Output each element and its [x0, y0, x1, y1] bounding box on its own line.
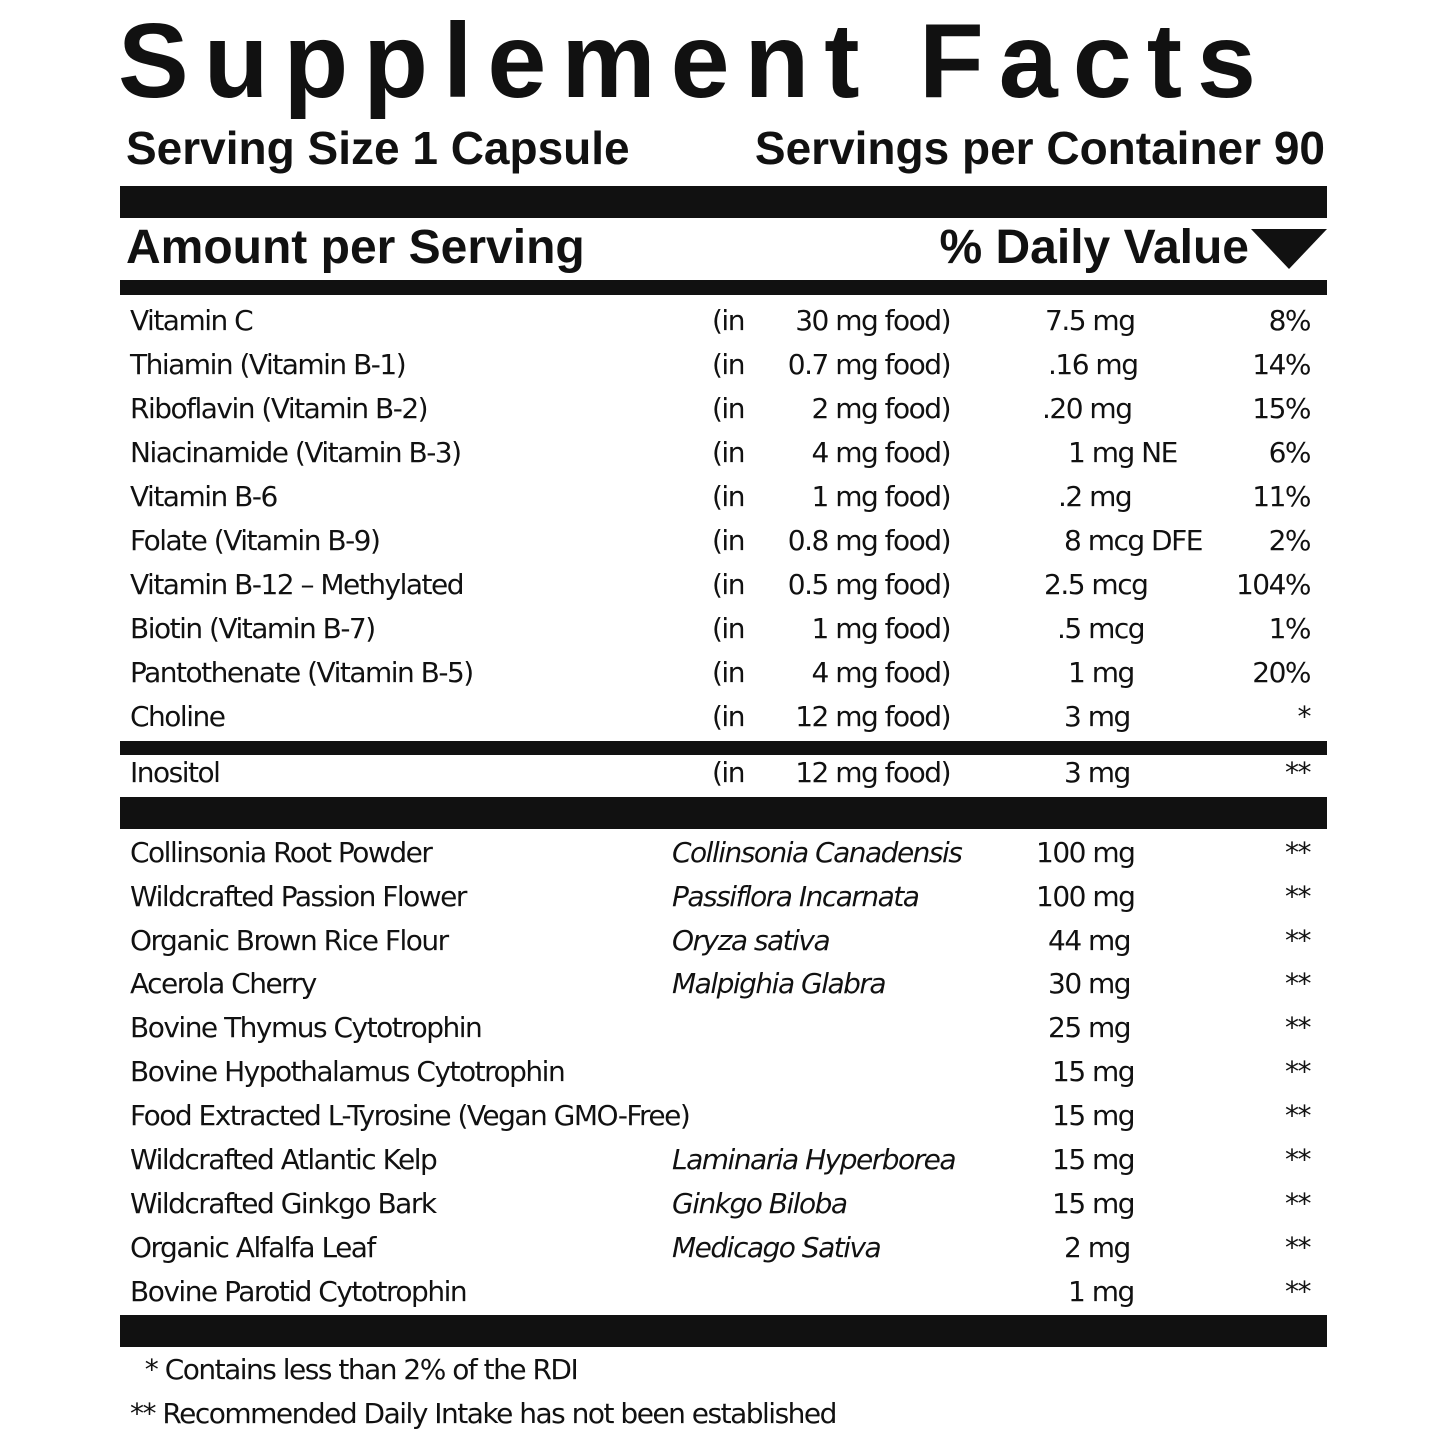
in-label: (in: [712, 348, 744, 381]
daily-value: **: [1285, 1099, 1310, 1132]
nutrient-name: Thiamin (Vitamin B-1): [130, 348, 406, 381]
food-amount: 12 mg food): [795, 756, 950, 789]
inositol-row: [0, 751, 1445, 795]
daily-value: **: [1285, 880, 1310, 913]
in-label: (in: [712, 304, 744, 337]
amount: .16 mg: [1048, 348, 1138, 381]
ingredient-name: Wildcrafted Atlantic Kelp: [130, 1143, 437, 1176]
in-label: (in: [712, 524, 744, 557]
amount: 100 mg: [1036, 880, 1135, 913]
daily-value: **: [1285, 1011, 1310, 1044]
ingredient-name: Organic Brown Rice Flour: [130, 924, 448, 957]
ingredient-name: Bovine Thymus Cytotrophin: [130, 1011, 482, 1044]
daily-value: **: [1285, 1143, 1310, 1176]
daily-value: **: [1285, 1231, 1310, 1264]
vitamin-row: [0, 299, 1445, 343]
amount: 15 mg: [1052, 1099, 1135, 1132]
in-label: (in: [712, 656, 744, 689]
in-label: (in: [712, 436, 744, 469]
ingredient-row: [0, 1006, 1445, 1050]
amount: 25 mg: [1048, 1011, 1131, 1044]
amount: 1 mg: [1068, 656, 1134, 689]
daily-value: *: [1297, 700, 1310, 733]
amount: 3 mg: [1064, 700, 1130, 733]
amount: 15 mg: [1052, 1187, 1135, 1220]
ingredient-name: Food Extracted L-Tyrosine (Vegan GMO-Free): [130, 1099, 690, 1132]
daily-value: **: [1285, 756, 1310, 789]
daily-value: **: [1285, 836, 1310, 869]
vitamin-row: [0, 519, 1445, 563]
serving-size: Serving Size 1 Capsule: [126, 122, 630, 174]
food-amount: 30 mg food): [795, 304, 950, 337]
latin-name: Passiflora Incarnata: [672, 880, 919, 913]
food-amount: 0.8 mg food): [787, 524, 950, 557]
daily-value: 20%: [1252, 656, 1310, 689]
ingredient-row: [0, 831, 1445, 875]
vitamin-row: [0, 651, 1445, 695]
nutrient-name: Riboflavin (Vitamin B-2): [130, 392, 428, 425]
divider-bar-inositol: [120, 797, 1327, 829]
nutrient-name: Pantothenate (Vitamin B-5): [130, 656, 473, 689]
daily-value: **: [1285, 1187, 1310, 1220]
latin-name: Laminaria Hyperborea: [672, 1143, 956, 1176]
food-amount: 0.7 mg food): [787, 348, 950, 381]
food-amount: 4 mg food): [811, 436, 950, 469]
food-amount: 12 mg food): [795, 700, 950, 733]
vitamin-row: [0, 695, 1445, 739]
ingredient-row: [0, 962, 1445, 1006]
vitamin-row: [0, 387, 1445, 431]
daily-value-label: % Daily Value: [939, 221, 1249, 274]
daily-value: 1%: [1268, 612, 1310, 645]
ingredient-name: Collinsonia Root Powder: [130, 836, 432, 869]
daily-value-header: [940, 220, 1328, 276]
food-amount: 2 mg food): [811, 392, 950, 425]
triangle-down-icon: [1251, 229, 1327, 269]
vitamin-row: [0, 563, 1445, 607]
daily-value: 14%: [1252, 348, 1310, 381]
latin-name: Medicago Sativa: [672, 1231, 881, 1264]
food-amount: 1 mg food): [811, 612, 950, 645]
amount: 15 mg: [1052, 1055, 1135, 1088]
amount: .5 mcg: [1057, 612, 1145, 645]
amount: 2.5 mcg: [1044, 568, 1148, 601]
ingredient-name: Bovine Parotid Cytotrophin: [130, 1275, 467, 1308]
in-label: (in: [712, 756, 744, 789]
nutrient-name: Vitamin B-12 – Methylated: [130, 568, 463, 601]
ingredient-name: Organic Alfalfa Leaf: [130, 1231, 375, 1264]
latin-name: Malpighia Glabra: [672, 967, 886, 1000]
food-amount: 1 mg food): [811, 480, 950, 513]
nutrient-name: Folate (Vitamin B-9): [130, 524, 380, 557]
daily-value: 6%: [1268, 436, 1310, 469]
daily-value: **: [1285, 967, 1310, 1000]
divider-bar-header: [120, 280, 1327, 295]
ingredient-row: [0, 1138, 1445, 1182]
daily-value: 15%: [1252, 392, 1310, 425]
amount-per-serving-header: Amount per Serving: [126, 221, 585, 274]
vitamin-row: [0, 475, 1445, 519]
ingredient-row: [0, 1094, 1445, 1138]
nutrient-name: Choline: [130, 700, 225, 733]
latin-name: Ginkgo Biloba: [672, 1187, 847, 1220]
amount: 30 mg: [1048, 967, 1131, 1000]
latin-name: Collinsonia Canadensis: [672, 836, 962, 869]
footnote-less-than-rdi: * Contains less than 2% of the RDI: [130, 1353, 578, 1386]
food-amount: 4 mg food): [811, 656, 950, 689]
daily-value: 2%: [1268, 524, 1310, 557]
amount: 15 mg: [1052, 1143, 1135, 1176]
amount: 2 mg: [1064, 1231, 1130, 1264]
in-label: (in: [712, 480, 744, 513]
amount: 100 mg: [1036, 836, 1135, 869]
divider-bar-bottom: [120, 1315, 1327, 1347]
amount: 44 mg: [1048, 924, 1131, 957]
divider-bar-top: [120, 186, 1327, 218]
amount: .2 mg: [1058, 480, 1132, 513]
nutrient-name: Vitamin C: [130, 304, 253, 337]
daily-value: **: [1285, 924, 1310, 957]
vitamin-row: [0, 343, 1445, 387]
vitamin-row: [0, 607, 1445, 651]
in-label: (in: [712, 700, 744, 733]
daily-value: 104%: [1235, 568, 1310, 601]
in-label: (in: [712, 612, 744, 645]
amount: 1 mg NE: [1068, 436, 1177, 469]
daily-value: **: [1285, 1055, 1310, 1088]
ingredient-name: Acerola Cherry: [130, 967, 316, 1000]
nutrient-name: Biotin (Vitamin B-7): [130, 612, 375, 645]
nutrient-name: Vitamin B-6: [130, 480, 277, 513]
latin-name: Oryza sativa: [672, 924, 830, 957]
footnote-no-rdi: ** Recommended Daily Intake has not been established: [130, 1397, 836, 1430]
daily-value: 11%: [1252, 480, 1310, 513]
ingredient-name: Wildcrafted Passion Flower: [130, 880, 466, 913]
amount: 8 mcg DFE: [1064, 524, 1202, 557]
amount: 7.5 mg: [1045, 304, 1135, 337]
nutrient-name: Inositol: [130, 756, 220, 789]
food-amount: 0.5 mg food): [787, 568, 950, 601]
in-label: (in: [712, 568, 744, 601]
amount: 1 mg: [1068, 1275, 1134, 1308]
amount: .20 mg: [1042, 392, 1132, 425]
in-label: (in: [712, 392, 744, 425]
ingredient-row: [0, 1270, 1445, 1314]
vitamin-row: [0, 431, 1445, 475]
supplement-facts-title: Supplement Facts: [118, 2, 1271, 120]
ingredient-row: [0, 919, 1445, 963]
amount: 3 mg: [1064, 756, 1130, 789]
nutrient-name: Niacinamide (Vitamin B-3): [130, 436, 461, 469]
ingredient-row: [0, 875, 1445, 919]
daily-value: 8%: [1268, 304, 1310, 337]
ingredient-row: [0, 1182, 1445, 1226]
ingredient-name: Wildcrafted Ginkgo Bark: [130, 1187, 436, 1220]
ingredient-name: Bovine Hypothalamus Cytotrophin: [130, 1055, 565, 1088]
ingredient-row: [0, 1226, 1445, 1270]
servings-per-container: Servings per Container 90: [754, 122, 1325, 174]
daily-value: **: [1285, 1275, 1310, 1308]
ingredient-row: [0, 1050, 1445, 1094]
